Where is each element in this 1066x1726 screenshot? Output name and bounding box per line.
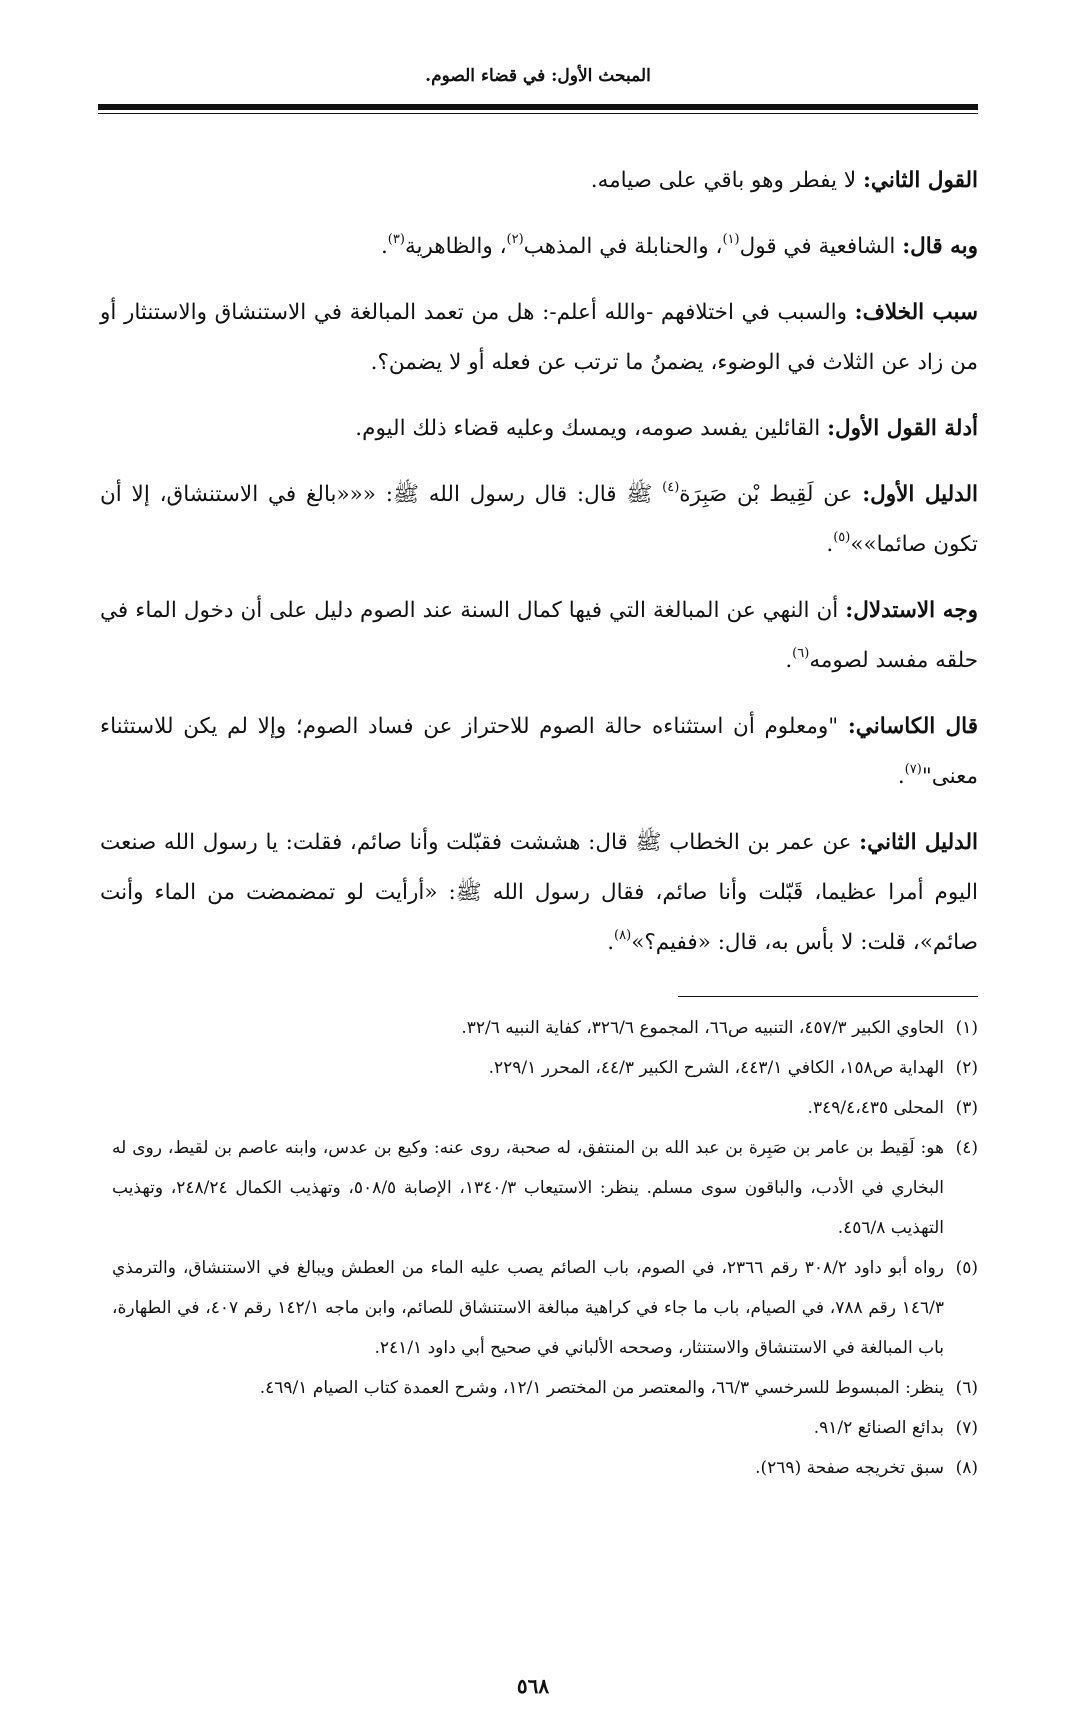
footnote-item — [112, 1008, 978, 1048]
header-rule-thick — [98, 104, 978, 110]
footnote-number: (٦) — [955, 1378, 978, 1398]
footnote-number: (٧) — [955, 1418, 978, 1438]
running-header: المبحث الأول: في قضاء الصوم. — [425, 66, 651, 86]
footnote-separator — [678, 996, 978, 997]
footnote-text: ينظر: المبسوط للسرخسي ٦٦/٣، والمعتصر من المختصر ١٢/١، وشرح العمدة كتاب الصيام ٤٦٩/١. — [259, 1378, 944, 1398]
footnote-number: (٤) — [955, 1138, 978, 1158]
footnote-ref: (١) — [722, 231, 740, 247]
header-rule-thin — [98, 113, 978, 114]
paragraph-second-opinion: القول الثاني: لا يفطر وهو باقي على صيامه. — [590, 168, 978, 193]
footnote-item — [112, 1248, 978, 1368]
footnote-number: (٨) — [955, 1458, 978, 1478]
footnote-item — [112, 1088, 978, 1128]
footnote-item — [112, 1408, 978, 1448]
footnote-text: رواه أبو داود ٣٠٨/٢ رقم ٢٣٦٦، في الصوم، باب الصائم يصب عليه الماء من العطش ويبالغ في الاستنشاق، والترمذي ١٤٦/٣ رقم ٧٨٨، في الصيام، باب ما جاء في كراهية مبالغة الاستنشاق للصائم، وابن ماجه ١٤٢/١ رقم ٤٠٧، في الطهارة، باب المبالغة في الاستنشاق والاستنثار، وصححه الألباني في صحيح أبي داود ٢٤١/١. — [112, 1258, 944, 1358]
paragraph-first-opinion-evidence: أدلة القول الأول: القائلين يفسد صومه، ويمسك وعليه قضاء ذلك اليوم. — [355, 416, 978, 441]
footnote-item — [112, 1448, 978, 1488]
paragraph-kasani-quote: قال الكاساني: "ومعلوم أن استثناءه حالة الصوم للاحتراز عن فساد الصوم؛ وإلا لم يكن للاستثناء معنى"$^{(٧)}$. — [100, 714, 979, 789]
page-number: ٥٦٨ — [516, 1674, 550, 1698]
footnote-item — [112, 1368, 978, 1408]
footnote-ref: (٤) — [662, 479, 680, 495]
footnote-ref: (٧) — [904, 761, 922, 777]
main-text — [100, 156, 978, 984]
footnote-text: الهداية ص١٥٨، الكافي ٤٤٣/١، الشرح الكبير ٤٤/٣، المحرر ٢٢٩/١. — [488, 1058, 944, 1078]
paragraph-cause-of-dispute: سبب الخلاف: والسبب في اختلافهم -والله أعلم-: هل من تعمد المبالغة في الاستنشاق والاستنثار أو من زاد عن الثلاث في الوضوء، يضمنُ ما ترتب عن فعله أو لا يضمن؟. — [100, 300, 978, 375]
footnote-item — [112, 1128, 978, 1248]
footnote-text: المحلى ٣٤٩/٤،٤٣٥. — [807, 1098, 944, 1118]
footnote-ref: (٦) — [792, 645, 810, 661]
footnote-number: (٣) — [955, 1098, 978, 1118]
footnote-ref: (٢) — [506, 231, 524, 247]
footnote-text: هو: لَقِيط بن عامر بن صَبِرة بن عبد الله بن المنتفق، له صحبة، روى عنه: وكيع بن عدس، وابنه عاصم بن لقيط، روى له البخاري في الأدب، والباقون سوى مسلم. ينظر: الاستيعاب ١٣٤٠/٣، الإصابة ٥٠٨/٥، وتهذيب الكمال ٢٤٨/٢٤، وتهذيب التهذيب ٤٥٦/٨. — [112, 1138, 944, 1238]
footnote-text: سبق تخريجه صفحة (٢٦٩). — [755, 1458, 944, 1478]
footnote-number: (٢) — [955, 1058, 978, 1078]
footnote-text: بدائع الصنائع ٩١/٢. — [813, 1418, 944, 1438]
footnote-ref: (٨) — [614, 927, 632, 943]
footnote-number: (١) — [955, 1018, 978, 1038]
footnote-ref: (٥) — [833, 529, 851, 545]
paragraph-first-evidence: الدليل الأول: عن لَقِيط بْن صَبِرَة$^{(٤)}$ ﷺ قال: قال رسول الله ﷺ: «««بالغ في الاستنشاق، إلا أن تكون صائما»»$^{(٥)}$. — [100, 479, 978, 557]
paragraph-supporters: وبه قال: الشافعية في قول$^{(١)}$، والحنابلة في المذهب$^{(٢)}$، والظاهرية$^{(٣)}$. — [380, 231, 978, 259]
footnote-number: (٥) — [955, 1258, 978, 1278]
footnotes — [112, 1008, 978, 1488]
paragraph-second-evidence: الدليل الثاني: عن عمر بن الخطاب ﷺ قال: هششت فقبّلت وأنا صائم، فقلت: يا رسول الله صنعت اليوم أمرا عظيما، قَبّلت وأنا صائم، فقال رسول الله ﷺ: «أرأيت لو تمضمضت من الماء وأنت صائم»، قلت: لا بأس به، قال: «ففيم؟»$^{(٨)}$. — [100, 830, 978, 955]
footnote-text: الحاوي الكبير ٤٥٧/٣، التنبيه ص٦٦، المجموع ٣٢٦/٦، كفاية النبيه ٣٢/٦. — [461, 1018, 944, 1038]
paragraph-inference: وجه الاستدلال: أن النهي عن المبالغة التي فيها كمال السنة عند الصوم دليل على أن دخول الماء في حلقه مفسد لصومه$^{(٦)}$. — [100, 598, 979, 673]
footnote-ref: (٣) — [387, 231, 405, 247]
footnote-item — [112, 1048, 978, 1088]
